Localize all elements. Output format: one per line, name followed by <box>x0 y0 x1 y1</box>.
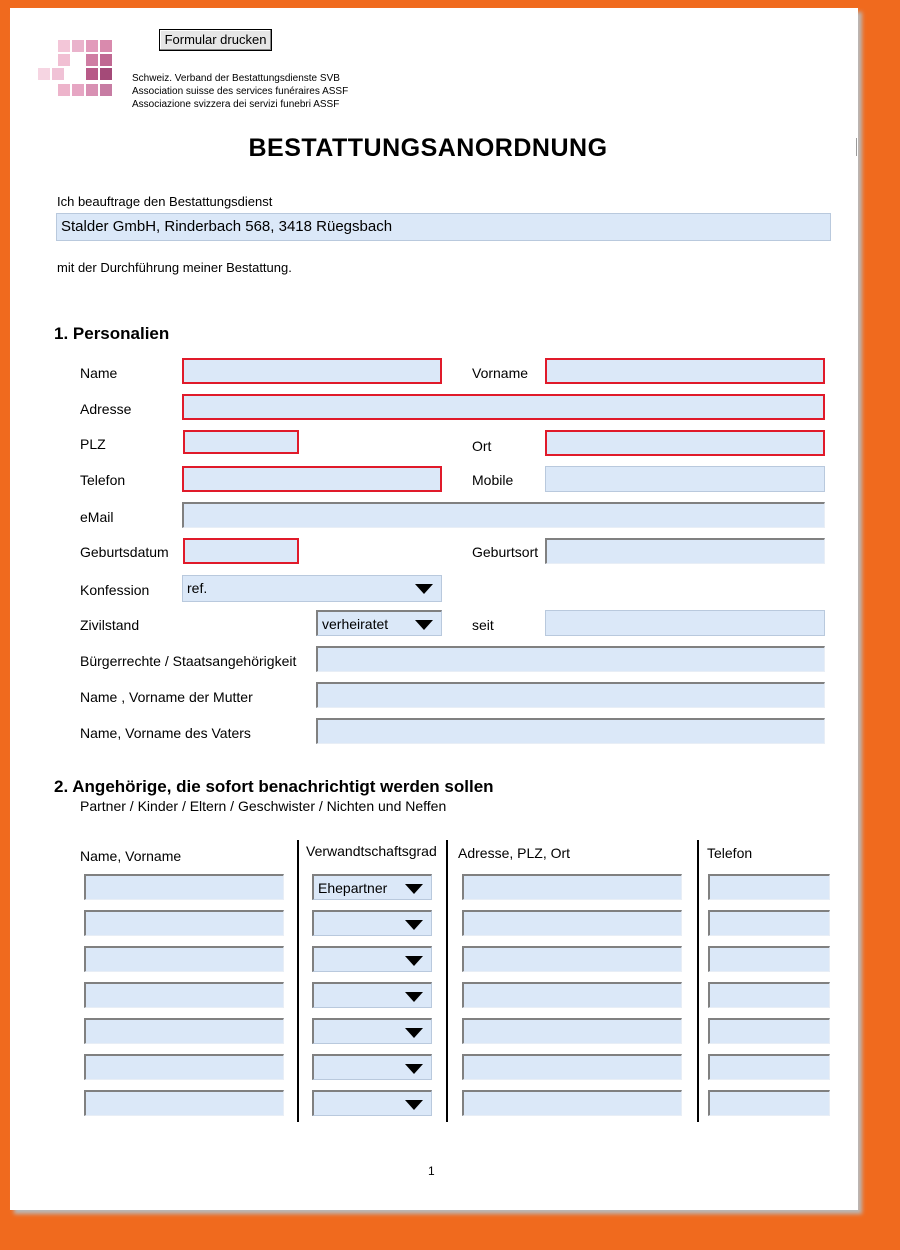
svb-logo <box>38 40 122 112</box>
plz-field[interactable] <box>183 430 299 454</box>
provider-field[interactable]: Stalder GmbH, Rinderbach 568, 3418 Rüegsbach <box>56 213 831 241</box>
chevron-down-icon <box>415 584 433 594</box>
col-header-phone: Telefon <box>707 845 753 861</box>
relative-phone-field[interactable] <box>708 910 830 936</box>
column-divider <box>697 840 699 1122</box>
association-line-2: Association suisse des services funéraires ASSF <box>132 86 349 97</box>
intro-line-1: Ich beauftrage den Bestattungsdienst <box>57 194 273 209</box>
chevron-down-icon <box>405 920 423 930</box>
relative-address-field[interactable] <box>462 982 682 1008</box>
label-zivilstand: Zivilstand <box>80 617 140 633</box>
relative-relation-select[interactable] <box>312 946 432 972</box>
buergerrechte-field[interactable] <box>316 646 825 672</box>
relative-address-field[interactable] <box>462 910 682 936</box>
chevron-down-icon <box>405 884 423 894</box>
form-page <box>10 8 858 1210</box>
relative-phone-field[interactable] <box>708 982 830 1008</box>
column-divider <box>297 840 299 1122</box>
relative-address-field[interactable] <box>462 1054 682 1080</box>
relative-relation-select[interactable] <box>312 982 432 1008</box>
relative-address-field[interactable] <box>462 1090 682 1116</box>
label-telefon: Telefon <box>80 472 126 488</box>
relative-phone-field[interactable] <box>708 946 830 972</box>
relative-address-field[interactable] <box>462 1018 682 1044</box>
ort-field[interactable] <box>545 430 825 456</box>
vater-field[interactable] <box>316 718 825 744</box>
col-header-relation: Verwandtschaftsgrad <box>306 843 437 859</box>
relative-name-field[interactable] <box>84 982 284 1008</box>
relative-relation-select[interactable] <box>312 1090 432 1116</box>
section-angehoerige-subtitle: Partner / Kinder / Eltern / Geschwister / Nichten und Neffen <box>80 798 447 814</box>
relative-relation-select[interactable] <box>312 910 432 936</box>
intro-line-2: mit der Durchführung meiner Bestattung. <box>57 260 292 275</box>
col-header-address: Adresse, PLZ, Ort <box>458 845 571 861</box>
vorname-field[interactable] <box>545 358 825 384</box>
chevron-down-icon <box>405 1064 423 1074</box>
relative-name-field[interactable] <box>84 1018 284 1044</box>
relative-address-field[interactable] <box>462 874 682 900</box>
mutter-field[interactable] <box>316 682 825 708</box>
relative-name-field[interactable] <box>84 1090 284 1116</box>
relative-phone-field[interactable] <box>708 1018 830 1044</box>
label-buergerrechte: Bürgerrechte / Staatsangehörigkeit <box>80 653 297 669</box>
email-field[interactable] <box>182 502 825 528</box>
mobile-field[interactable] <box>545 466 825 492</box>
adresse-field[interactable] <box>182 394 825 420</box>
konfession-value: ref. <box>187 580 208 596</box>
label-seit: seit <box>472 617 494 633</box>
page-number: 1 <box>428 1164 435 1178</box>
label-konfession: Konfession <box>80 582 150 598</box>
label-vater: Name, Vorname des Vaters <box>80 725 251 741</box>
zivilstand-select[interactable] <box>316 610 442 636</box>
col-header-name: Name, Vorname <box>80 848 182 864</box>
relative-name-field[interactable] <box>84 910 284 936</box>
section-personalien-title: 1. Personalien <box>54 324 170 343</box>
relative-relation-select[interactable] <box>312 1018 432 1044</box>
chevron-down-icon <box>405 992 423 1002</box>
label-mutter: Name , Vorname der Mutter <box>80 689 253 705</box>
logo-text: SVB <box>64 94 94 109</box>
telefon-field[interactable] <box>182 466 442 492</box>
geburtsort-field[interactable] <box>545 538 825 564</box>
relative-phone-field[interactable] <box>708 1090 830 1116</box>
konfession-select[interactable] <box>182 575 442 602</box>
name-field[interactable] <box>182 358 442 384</box>
relative-address-field[interactable] <box>462 946 682 972</box>
relative-phone-field[interactable] <box>708 874 830 900</box>
label-adresse: Adresse <box>80 401 132 417</box>
geburtsdatum-field[interactable] <box>183 538 299 564</box>
label-email: eMail <box>80 509 114 525</box>
column-divider <box>446 840 448 1122</box>
label-name: Name <box>80 365 118 381</box>
label-mobile: Mobile <box>472 472 514 488</box>
chevron-down-icon <box>405 1028 423 1038</box>
label-geburtsdatum: Geburtsdatum <box>80 544 169 560</box>
label-geburtsort: Geburtsort <box>472 544 539 560</box>
chevron-down-icon <box>415 620 433 630</box>
relative-relation-select[interactable] <box>312 1054 432 1080</box>
print-form-button[interactable]: Formular drucken <box>159 29 272 51</box>
section-angehoerige-title: 2. Angehörige, die sofort benachrichtigt werden sollen <box>54 777 494 796</box>
chevron-down-icon <box>405 1100 423 1110</box>
zivilstand-value: verheiratet <box>322 616 389 632</box>
page-edge-mark <box>856 138 857 156</box>
relative-relation-select[interactable] <box>312 874 432 900</box>
page-title: BESTATTUNGSANORDNUNG <box>248 134 608 162</box>
relation-value: Ehepartner <box>318 880 388 896</box>
label-ort: Ort <box>472 438 492 454</box>
chevron-down-icon <box>405 956 423 966</box>
association-line-1: Schweiz. Verband der Bestattungsdienste SVB <box>132 73 340 84</box>
seit-field[interactable] <box>545 610 825 636</box>
relative-name-field[interactable] <box>84 1054 284 1080</box>
relative-phone-field[interactable] <box>708 1054 830 1080</box>
label-vorname: Vorname <box>472 365 529 381</box>
association-line-3: Associazione svizzera dei servizi funebri ASSF <box>132 99 340 110</box>
relative-name-field[interactable] <box>84 874 284 900</box>
label-plz: PLZ <box>80 436 106 452</box>
relative-name-field[interactable] <box>84 946 284 972</box>
